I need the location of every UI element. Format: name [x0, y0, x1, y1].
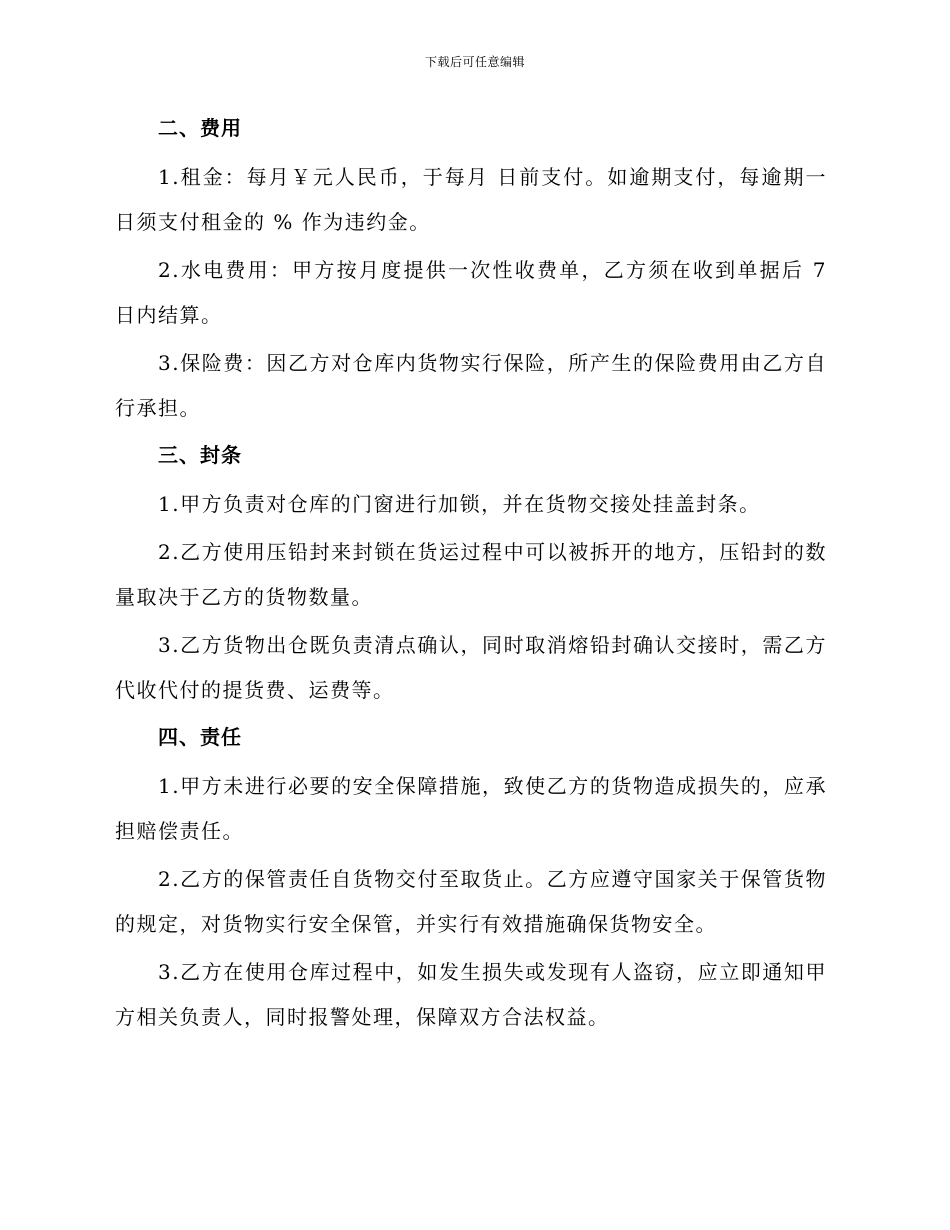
section-heading: 四、责任	[158, 725, 242, 749]
paragraph: 2.乙方的保管责任自货物交付至取货止。乙方应遵守国家关于保管货物的规定，对货物实行安全保管，并实行有效措施确保货物安全。	[115, 867, 827, 936]
paragraph: 3.保险费：因乙方对仓库内货物实行保险，所产生的保险费用由乙方自行承担。	[115, 351, 827, 420]
section-fees	[115, 108, 827, 431]
section-heading: 二、费用	[158, 116, 242, 140]
section-responsibility	[115, 717, 827, 1040]
paragraph: 1.甲方负责对仓库的门窗进行加锁，并在货物交接处挂盖封条。	[158, 492, 761, 516]
paragraph: 2.乙方使用压铅封来封锁在货运过程中可以被拆开的地方，压铅封的数量取决于乙方的货物数量。	[115, 540, 827, 609]
section-heading: 三、封条	[158, 443, 242, 467]
document-body	[115, 108, 827, 1040]
paragraph: 3.乙方在使用仓库过程中，如发生损失或发现有人盗窃，应立即通知甲方相关负责人，同时报警处理，保障双方合法权益。	[115, 960, 827, 1029]
paragraph: 1.甲方未进行必要的安全保障措施，致使乙方的货物造成损失的，应承担赔偿责任。	[115, 774, 827, 843]
paragraph: 3.乙方货物出仓既负责清点确认，同时取消熔铅封确认交接时，需乙方代收代付的提货费、运费等。	[115, 633, 827, 702]
section-seals	[115, 435, 827, 713]
paragraph: 2.水电费用：甲方按月度提供一次性收费单，乙方须在收到单据后 7 日内结算。	[115, 258, 827, 327]
page-header: 下载后可任意编辑	[424, 55, 525, 69]
paragraph: 1.租金：每月￥元人民币，于每月 日前支付。如逾期支付，每逾期一日须支付租金的 % 作为违约金。	[115, 165, 827, 234]
